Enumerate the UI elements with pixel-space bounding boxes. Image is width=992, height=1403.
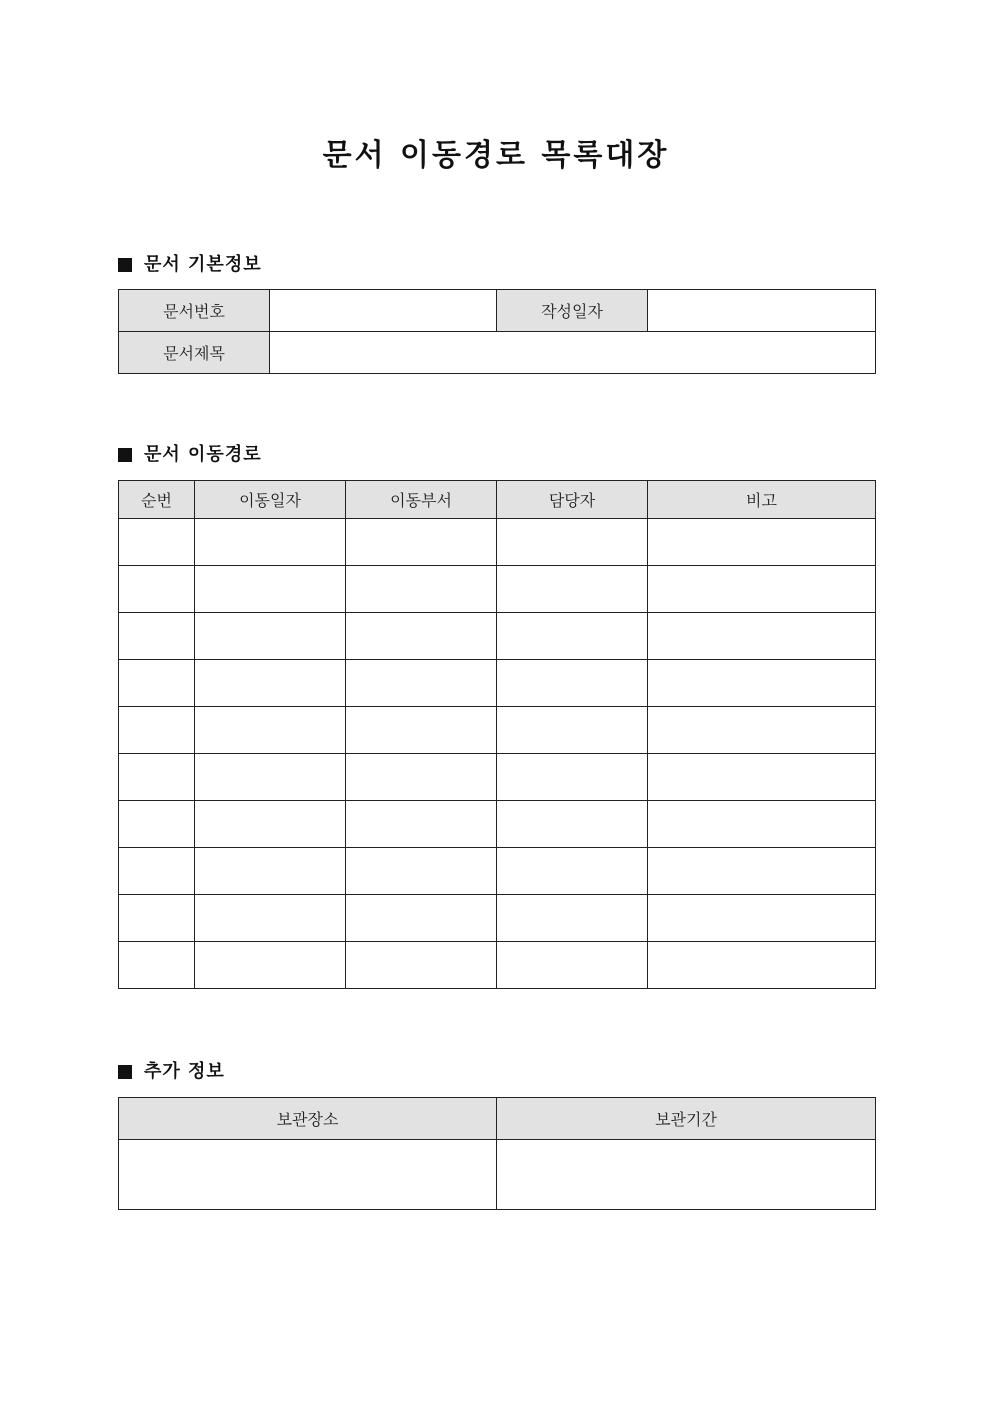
date-field[interactable] [648, 290, 876, 332]
route-table [118, 480, 876, 989]
cell-remarks[interactable] [648, 566, 876, 613]
section-heading-basic-info [118, 253, 262, 277]
cell-move-date[interactable] [195, 707, 346, 754]
cell-manager[interactable] [497, 754, 648, 801]
cell-move-dept[interactable] [346, 848, 497, 895]
cell-remarks[interactable] [648, 519, 876, 566]
cell-manager[interactable] [497, 566, 648, 613]
table-row [119, 566, 876, 613]
cell-move-dept[interactable] [346, 519, 497, 566]
retention-period-field[interactable] [497, 1140, 876, 1210]
cell-move-date[interactable] [195, 754, 346, 801]
cell-move-dept[interactable] [346, 566, 497, 613]
cell-move-dept[interactable] [346, 613, 497, 660]
cell-remarks[interactable] [648, 895, 876, 942]
section-heading-route [118, 443, 262, 467]
cell-seq[interactable] [119, 942, 195, 989]
cell-move-date[interactable] [195, 660, 346, 707]
cell-move-dept[interactable] [346, 660, 497, 707]
cell-move-dept[interactable] [346, 707, 497, 754]
cell-move-date[interactable] [195, 942, 346, 989]
doc-number-label: 문서번호 [119, 290, 270, 332]
cell-manager[interactable] [497, 848, 648, 895]
section-heading-label: 문서 기본정보 [144, 254, 262, 275]
table-row [119, 519, 876, 566]
cell-move-dept[interactable] [346, 754, 497, 801]
table-row [119, 942, 876, 989]
cell-seq[interactable] [119, 895, 195, 942]
square-bullet-icon [118, 258, 132, 272]
column-header-seq: 순번 [119, 481, 195, 519]
column-header-move-date: 이동일자 [195, 481, 346, 519]
cell-seq[interactable] [119, 848, 195, 895]
date-label: 작성일자 [497, 290, 648, 332]
table-row [119, 895, 876, 942]
cell-manager[interactable] [497, 801, 648, 848]
cell-seq[interactable] [119, 801, 195, 848]
cell-move-date[interactable] [195, 519, 346, 566]
cell-remarks[interactable] [648, 660, 876, 707]
doc-title-label: 문서제목 [119, 332, 270, 374]
square-bullet-icon [118, 448, 132, 462]
cell-manager[interactable] [497, 942, 648, 989]
table-row [119, 613, 876, 660]
cell-remarks[interactable] [648, 942, 876, 989]
route-header-row [119, 481, 876, 519]
square-bullet-icon [118, 1065, 132, 1079]
column-header-retention-period: 보관기간 [497, 1098, 876, 1140]
cell-move-date[interactable] [195, 848, 346, 895]
section-heading-extra [118, 1060, 225, 1084]
cell-seq[interactable] [119, 754, 195, 801]
cell-seq[interactable] [119, 660, 195, 707]
cell-remarks[interactable] [648, 848, 876, 895]
cell-move-date[interactable] [195, 613, 346, 660]
cell-seq[interactable] [119, 707, 195, 754]
storage-location-field[interactable] [119, 1140, 497, 1210]
cell-manager[interactable] [497, 895, 648, 942]
section-heading-label: 문서 이동경로 [144, 444, 262, 465]
cell-remarks[interactable] [648, 754, 876, 801]
cell-remarks[interactable] [648, 801, 876, 848]
cell-seq[interactable] [119, 566, 195, 613]
cell-move-date[interactable] [195, 895, 346, 942]
column-header-storage-location: 보관장소 [119, 1098, 497, 1140]
table-row [119, 707, 876, 754]
column-header-remarks: 비고 [648, 481, 876, 519]
cell-seq[interactable] [119, 613, 195, 660]
extra-info-table [118, 1097, 876, 1210]
cell-manager[interactable] [497, 660, 648, 707]
cell-manager[interactable] [497, 613, 648, 660]
table-row [119, 801, 876, 848]
page-title: 문서 이동경로 목록대장 [322, 138, 670, 173]
column-header-move-dept: 이동부서 [346, 481, 497, 519]
basic-info-table [118, 289, 876, 374]
cell-move-dept[interactable] [346, 895, 497, 942]
cell-move-date[interactable] [195, 801, 346, 848]
cell-remarks[interactable] [648, 707, 876, 754]
cell-move-date[interactable] [195, 566, 346, 613]
table-row [119, 660, 876, 707]
table-row [119, 754, 876, 801]
table-row [119, 848, 876, 895]
cell-manager[interactable] [497, 707, 648, 754]
cell-move-dept[interactable] [346, 942, 497, 989]
cell-manager[interactable] [497, 519, 648, 566]
doc-title-field[interactable] [270, 332, 876, 374]
cell-seq[interactable] [119, 519, 195, 566]
column-header-manager: 담당자 [497, 481, 648, 519]
doc-number-field[interactable] [270, 290, 497, 332]
cell-move-dept[interactable] [346, 801, 497, 848]
section-heading-label: 추가 정보 [144, 1061, 225, 1082]
cell-remarks[interactable] [648, 613, 876, 660]
